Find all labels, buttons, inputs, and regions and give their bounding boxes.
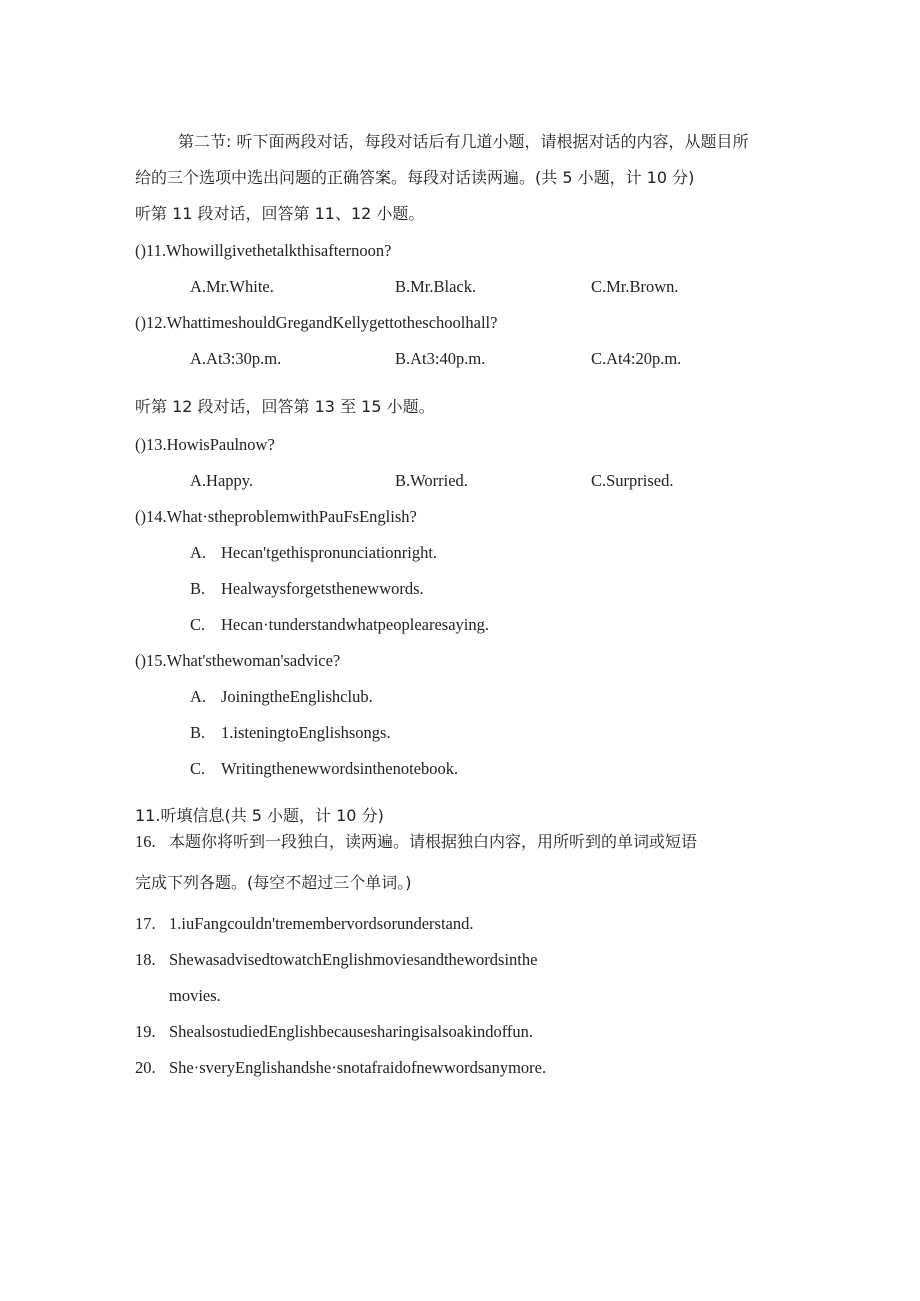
question-13-option-b: B.Worried. <box>395 471 468 490</box>
question-13-option-a: A.Happy. <box>190 471 254 490</box>
option-text: Hecan·tunderstandwhatpeoplearesaying. <box>221 615 490 634</box>
question-number: 19. <box>135 1022 156 1041</box>
question-13-stem: ()13.HowisPaulnow? <box>135 435 275 454</box>
question-15-option-b <box>190 723 391 743</box>
option-text: JoiningtheEnglishclub. <box>221 687 373 706</box>
question-13-option-c: C.Surprised. <box>591 471 674 490</box>
question-12-option-a: A.At3:30p.m. <box>190 349 282 368</box>
question-12-stem: ()12.WhattimeshouldGregandKellygettotheschoolhall? <box>135 313 498 332</box>
option-label: B. <box>190 723 206 742</box>
question-number: 20. <box>135 1058 156 1077</box>
question-14-option-b <box>190 579 424 599</box>
question-11-option-c: C.Mr.Brown. <box>591 277 679 296</box>
question-11-stem: ()11.Whowillgivethetalkthisafternoon? <box>135 241 392 260</box>
question-17 <box>135 914 474 934</box>
question-20 <box>135 1058 546 1078</box>
question-17-text: 1.iuFangcouldn'tremembervordsorunderstand. <box>169 914 474 933</box>
option-text: 1.isteningtoEnglishsongs. <box>221 723 391 742</box>
question-number: 17. <box>135 914 156 933</box>
option-text: Hecan'tgethispronunciationright. <box>221 543 438 562</box>
option-label: C. <box>190 615 206 634</box>
question-12-option-b: B.At3:40p.m. <box>395 349 486 368</box>
question-15-option-c <box>190 759 458 779</box>
intro-line-2: 给的三个选项中选出问题的正确答案。每段对话读两遍。(共 5 小题，计 10 分) <box>135 168 695 187</box>
question-20-text: She·sveryEnglishandshe·snotafraidofnewwordsanymore. <box>169 1058 547 1077</box>
question-14-option-a <box>190 543 437 563</box>
intro-line-1: 第二节: 听下面两段对话，每段对话后有几道小题，请根据对话的内容，从题目所 <box>178 132 749 151</box>
question-11-option-b: B.Mr.Black. <box>395 277 477 296</box>
question-14-option-c <box>190 615 489 635</box>
option-label: A. <box>190 543 207 562</box>
question-19-text: ShealsostudiedEnglishbecausesharingisalsoakindoffun. <box>169 1022 534 1041</box>
question-14-stem: ()14.What·stheproblemwithPauFsEnglish? <box>135 507 417 526</box>
dialog-1-heading: 听第 11 段对话，回答第 11、12 小题。 <box>135 204 425 223</box>
option-label: C. <box>190 759 206 778</box>
question-16-line-2: 完成下列各题。(每空不超过三个单词。) <box>135 873 412 892</box>
question-16-text: 本题你将听到一段独白，读两遍。请根据独白内容，用所听到的单词或短语 <box>169 832 698 851</box>
question-number: 16. <box>135 832 156 851</box>
question-18-continuation: movies. <box>169 986 221 1005</box>
fill-section-heading: 11.听填信息(共 5 小题，计 10 分) <box>135 806 384 825</box>
question-16-line-1 <box>135 832 697 852</box>
question-12-option-c: C.At4:20p.m. <box>591 349 682 368</box>
question-18 <box>135 950 537 970</box>
option-label: A. <box>190 687 207 706</box>
option-label: B. <box>190 579 206 598</box>
question-18-text: ShewasadvisedtowatchEnglishmoviesandthewordsinthe <box>169 950 538 969</box>
question-number: 18. <box>135 950 156 969</box>
dialog-2-heading: 听第 12 段对话，回答第 13 至 15 小题。 <box>135 397 435 416</box>
question-15-stem: ()15.What'sthewoman'sadvice? <box>135 651 341 670</box>
question-19 <box>135 1022 533 1042</box>
question-11-option-a: A.Mr.White. <box>190 277 274 296</box>
question-15-option-a <box>190 687 373 707</box>
option-text: Writingthenewwordsinthenotebook. <box>221 759 459 778</box>
option-text: Healwaysforgetsthenewwords. <box>221 579 424 598</box>
